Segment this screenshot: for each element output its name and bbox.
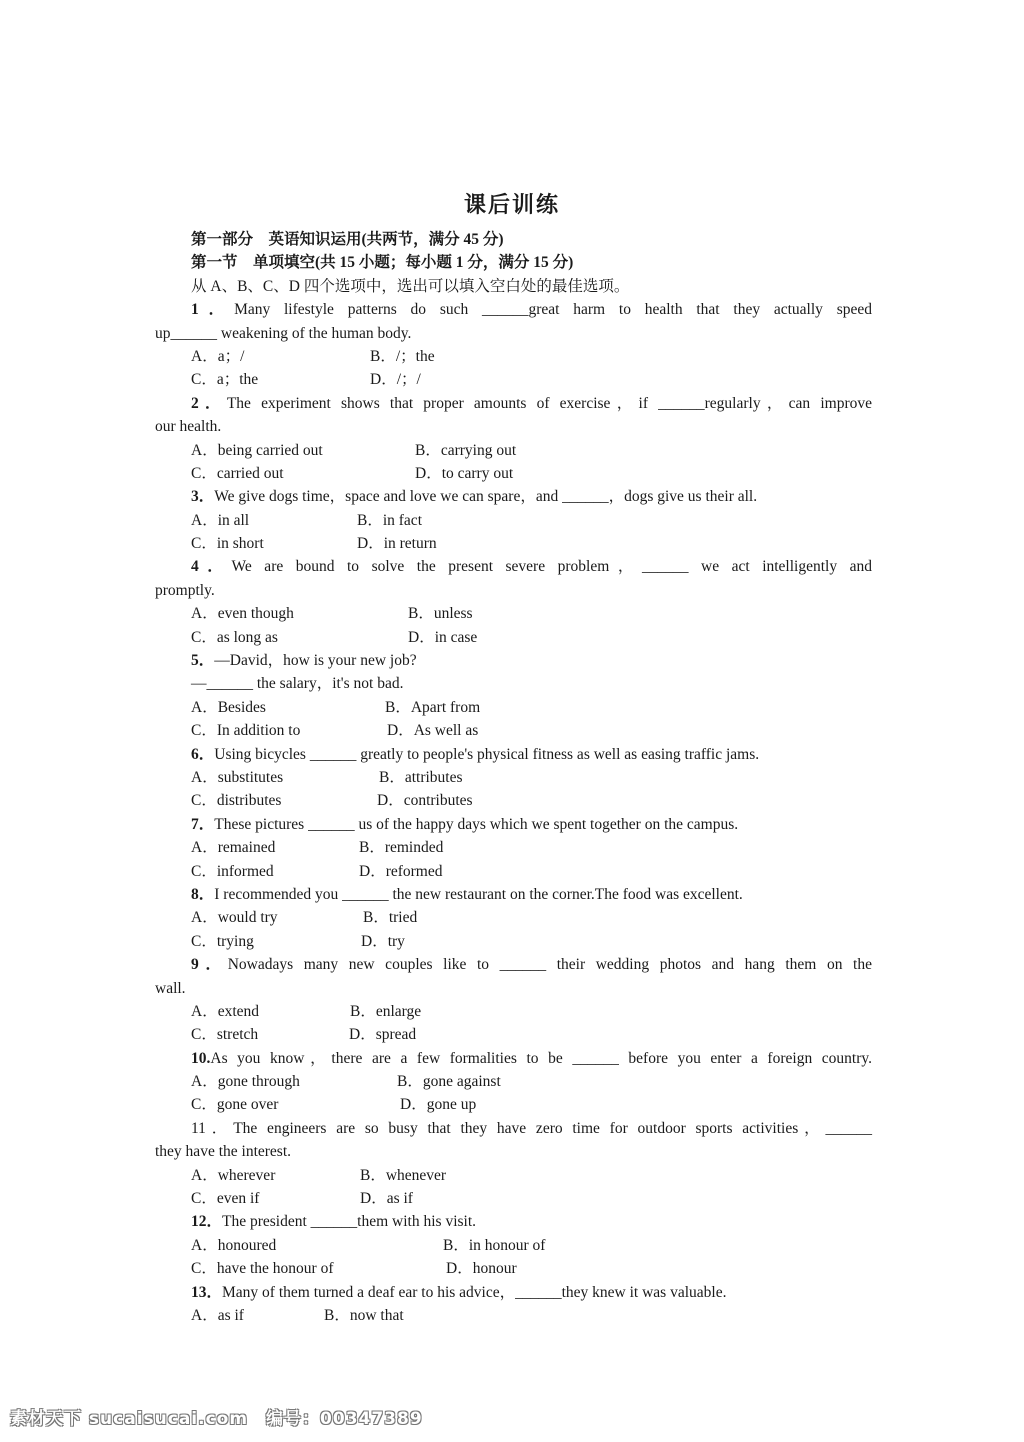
options-row [155, 860, 872, 883]
option-a: A．wherever [191, 1166, 276, 1184]
option-c: C．even if [191, 1190, 260, 1208]
option-c: C．carried out [191, 464, 284, 482]
option-d: D．reformed [359, 862, 443, 880]
option-a: A．as if [191, 1306, 244, 1324]
question-line: Nowadays many new couples like to ______ their wedding photos and hang them on the [227, 956, 872, 974]
option-a: A．in all [191, 511, 250, 529]
option-a: A．even though [191, 605, 294, 623]
question-number: 4． [191, 558, 232, 576]
question-text [155, 883, 872, 906]
option-a: A．extend [191, 1002, 260, 1020]
part-heading: 第一部分 英语知识运用(共两节，满分 45 分) [191, 231, 504, 248]
options-row [155, 1304, 872, 1327]
question-line: The president ______them with his visit. [222, 1213, 477, 1231]
option-c: C．informed [191, 862, 274, 880]
option-c: C．stretch [191, 1026, 259, 1044]
option-b: B．in honour of [443, 1236, 546, 1254]
option-d: D．in return [357, 535, 437, 553]
option-a: A．being carried out [191, 441, 323, 459]
option-a: A．would try [191, 909, 278, 927]
question-text-cont: up______ weakening of the human body. [155, 324, 412, 342]
question-line: These pictures ______ us of the happy days which we spent together on the campus. [214, 815, 739, 833]
question-text-cont: our health. [155, 418, 222, 436]
question-number: 9． [191, 956, 228, 974]
options-row [155, 696, 872, 719]
options-row [155, 1187, 872, 1210]
option-c: C．distributes [191, 792, 282, 810]
question-number: 1． [191, 301, 235, 319]
question-text [155, 485, 872, 508]
options-row [155, 836, 872, 859]
option-b: B．carrying out [415, 441, 517, 459]
question-line: I recommended you ______ the new restaurant on the corner.The food was excellent. [214, 885, 743, 903]
option-d: D．try [361, 932, 405, 950]
options-row [155, 602, 872, 625]
question-text [155, 298, 872, 321]
option-c: C．in short [191, 535, 264, 553]
question-number: 13． [191, 1283, 223, 1301]
option-d: D．/；/ [370, 371, 421, 389]
question-text [155, 1281, 872, 1304]
options-row [155, 532, 872, 555]
options-row [155, 1257, 872, 1280]
option-b: B．unless [408, 605, 473, 623]
question-number: 6． [191, 745, 215, 763]
option-d: D．contributes [377, 792, 473, 810]
options-row [155, 930, 872, 953]
options-row [155, 1070, 872, 1093]
options-row [155, 1093, 872, 1116]
question-text [155, 743, 872, 766]
option-d: D．as if [360, 1190, 413, 1208]
option-c: C．trying [191, 932, 254, 950]
option-b: B．tried [363, 909, 418, 927]
option-d: D．in case [408, 628, 478, 646]
question-text [155, 1117, 872, 1140]
options-row [155, 626, 872, 649]
option-c: C．a；the [191, 371, 259, 389]
question-line: Many of them turned a deaf ear to his advice，______they knew it was valuable. [222, 1283, 727, 1301]
question-text-cont: they have the interest. [155, 1143, 292, 1161]
question-number: 3． [191, 488, 215, 506]
question-text-cont: promptly. [155, 581, 215, 599]
options-row [155, 789, 872, 812]
question-number: 5． [191, 652, 215, 670]
question-text [155, 953, 872, 976]
question-line: We give dogs time，space and love we can spare，and ______，dogs give us their all. [214, 488, 758, 506]
option-b: B．now that [324, 1306, 404, 1324]
option-c: C．In addition to [191, 722, 301, 740]
section-heading: 第一节 单项填空(共 15 小题；每小题 1 分，满分 15 分) [191, 254, 574, 272]
question-line: Many lifestyle patterns do such ______great harm to health that they actually speed [234, 301, 872, 319]
question-text [155, 392, 872, 415]
option-b: B．Apart from [385, 698, 481, 716]
options-row [155, 766, 872, 789]
question-text [155, 813, 872, 836]
option-d: D．As well as [387, 722, 479, 740]
option-d: D．gone up [400, 1096, 477, 1114]
exercise-document [155, 228, 872, 1327]
option-b: B．attributes [379, 768, 463, 786]
options-row [155, 906, 872, 929]
question-text-cont: wall. [155, 979, 186, 997]
options-row [155, 1164, 872, 1187]
question-number: 12． [191, 1213, 223, 1231]
options-row [155, 719, 872, 742]
question-line: As you know，there are a few formalities to be ______ before you enter a foreign country. [210, 1049, 872, 1067]
option-b: B．whenever [360, 1166, 447, 1184]
question-text [155, 555, 872, 578]
options-row [155, 1000, 872, 1023]
question-line: The engineers are so busy that they have zero time for outdoor sports activities，______ [233, 1119, 872, 1137]
option-b: B．in fact [357, 511, 422, 529]
option-d: D．spread [349, 1026, 417, 1044]
options-row [155, 1234, 872, 1257]
option-b: B．reminded [359, 839, 444, 857]
question-text [155, 1210, 872, 1233]
option-a: A．a；/ [191, 347, 245, 365]
options-row [155, 509, 872, 532]
options-row [155, 1023, 872, 1046]
option-d: D．honour [446, 1260, 517, 1278]
page-title: 课后训练 [463, 192, 560, 217]
options-row [155, 462, 872, 485]
question-line: We are bound to solve the present severe problem，______ we act intelligently and [231, 558, 872, 576]
question-number: 2． [191, 394, 227, 412]
options-row [155, 368, 872, 391]
option-c: C．gone over [191, 1096, 279, 1114]
option-a: A．Besides [191, 698, 266, 716]
option-c: C．as long as [191, 628, 278, 646]
options-row [155, 439, 872, 462]
question-number: 10. [191, 1049, 211, 1067]
question-line: The experiment shows that proper amounts of exercise，if ______regularly，can improve [226, 394, 872, 412]
option-c: C．have the honour of [191, 1260, 334, 1278]
option-b: B．/；the [370, 347, 435, 365]
options-row [155, 345, 872, 368]
question-line: Using bicycles ______ greatly to people's physical fitness as well as easing traffic jams. [214, 745, 760, 763]
instruction-text: 从 A、B、C、D 四个选项中，选出可以填入空白处的最佳选项。 [191, 277, 630, 295]
option-a: A．gone through [191, 1073, 300, 1091]
option-a: A．honoured [191, 1236, 277, 1254]
option-d: D．to carry out [415, 464, 514, 482]
question-number: 11． [191, 1119, 234, 1137]
question-number: 7． [191, 815, 215, 833]
question-text [155, 649, 872, 672]
question-text-cont: —______ the salary，it's not bad. [191, 675, 404, 693]
option-b: B．enlarge [350, 1002, 422, 1020]
watermark-text: 素材天下 sucaisucai.com 编号：00347389 [10, 1409, 423, 1429]
option-a: A．remained [191, 839, 276, 857]
option-b: B．gone against [397, 1073, 501, 1091]
option-a: A．substitutes [191, 768, 284, 786]
question-number: 8． [191, 885, 215, 903]
question-text [155, 1047, 872, 1070]
question-line: —David，how is your new job? [214, 652, 417, 670]
